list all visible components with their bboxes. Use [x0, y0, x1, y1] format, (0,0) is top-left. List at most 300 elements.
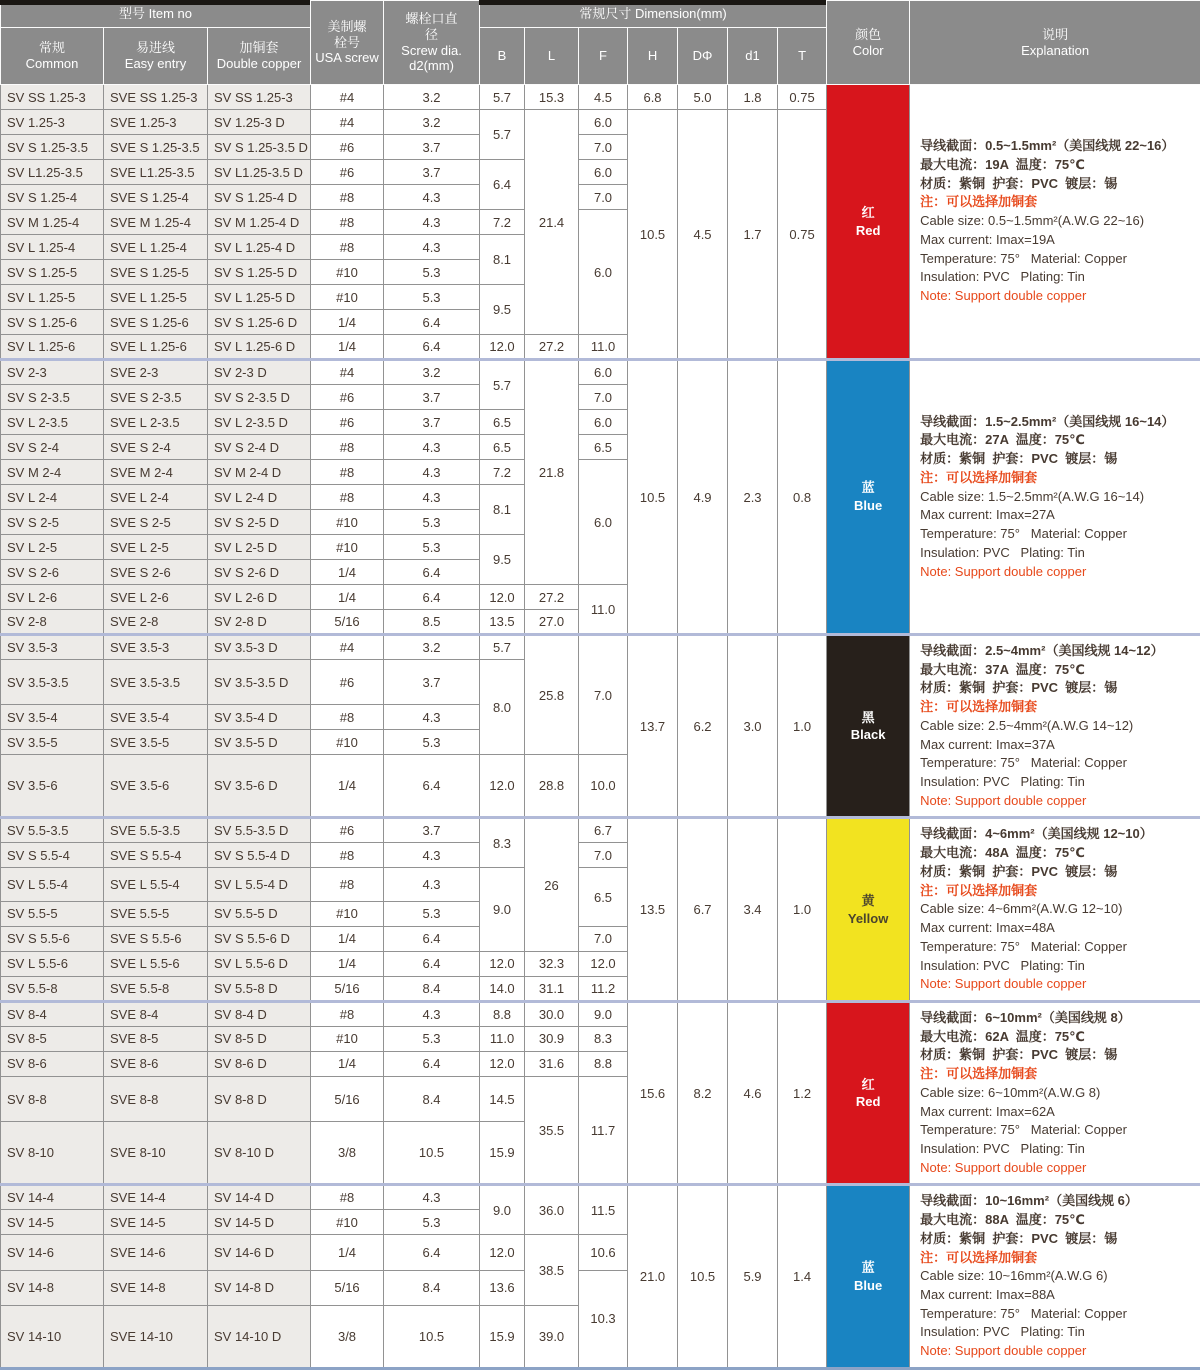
dim-F-cell: 6.0 [579, 360, 628, 385]
section-sv2 [1, 360, 1200, 635]
model-common-cell: SV 1.25-3 [1, 110, 104, 135]
screw-dia-cell: 3.2 [384, 110, 480, 135]
screw-dia-cell: 3.7 [384, 135, 480, 160]
usa-screw-cell: 1/4 [311, 560, 384, 585]
explanation-line-cn: 导线截面：0.5~1.5mm²（美国线规 22~16） [920, 137, 1190, 156]
screw-dia-cell: 4.3 [384, 868, 480, 901]
model-double-copper-cell: SV S 1.25-6 D [208, 310, 311, 335]
header-dim-d1: d1 [728, 28, 778, 85]
model-easy-entry-cell: SVE 8-5 [104, 1026, 208, 1051]
screw-dia-cell: 4.3 [384, 1185, 480, 1210]
model-common-cell: SV S 1.25-3.5 [1, 135, 104, 160]
usa-screw-cell: #8 [311, 210, 384, 235]
usa-screw-cell: #6 [311, 160, 384, 185]
dim-F-cell: 6.0 [579, 210, 628, 335]
model-double-copper-cell: SV 8-4 D [208, 1001, 311, 1026]
dim-F-cell: 11.0 [579, 585, 628, 635]
table-header [1, 1, 1200, 85]
dim-L-cell: 31.6 [525, 1051, 579, 1076]
explanation-note-en: Note: Support double copper [920, 792, 1190, 811]
header-usa-screw-en: USA screw [313, 50, 381, 66]
model-common-cell: SV 14-5 [1, 1210, 104, 1235]
top-edge-bar [0, 0, 310, 5]
model-double-copper-cell: SV S 2-4 D [208, 435, 311, 460]
usa-screw-cell: #4 [311, 635, 384, 660]
model-double-copper-cell: SV 3.5-3 D [208, 635, 311, 660]
usa-screw-cell: #4 [311, 85, 384, 110]
explanation-line-cn: 最大电流：27A 温度：75℃ [920, 431, 1190, 450]
color-swatch [827, 635, 910, 818]
explanation-line-en: Temperature: 75° Material: Copper [920, 525, 1190, 544]
color-name-cn: 红 [827, 204, 909, 222]
table-row [1, 1185, 1200, 1210]
screw-dia-cell: 4.3 [384, 210, 480, 235]
screw-dia-cell: 4.3 [384, 1001, 480, 1026]
model-double-copper-cell: SV 3.5-4 D [208, 705, 311, 730]
dim-F-cell: 6.0 [579, 460, 628, 585]
explanation-line-cn: 材质：紫铜 护套：PVC 镀层：锡 [920, 1230, 1190, 1249]
model-easy-entry-cell: SVE 14-4 [104, 1185, 208, 1210]
explanation-cell [910, 360, 1200, 635]
usa-screw-cell: #10 [311, 535, 384, 560]
dim-T-cell: 1.4 [778, 1185, 827, 1368]
header-double-copper-cn: 加铜套 [210, 40, 308, 56]
usa-screw-cell: #8 [311, 185, 384, 210]
explanation-line-cn: 材质：紫铜 护套：PVC 镀层：锡 [920, 450, 1190, 469]
screw-dia-cell: 8.4 [384, 1270, 480, 1305]
dim-F-cell: 12.0 [579, 951, 628, 976]
screw-dia-cell: 6.4 [384, 1235, 480, 1270]
dim-L-cell: 38.5 [525, 1235, 579, 1305]
model-easy-entry-cell: SVE L 1.25-5 [104, 285, 208, 310]
model-easy-entry-cell: SVE M 1.25-4 [104, 210, 208, 235]
section-sv5-5 [1, 818, 1200, 1001]
header-dim-L: L [525, 28, 579, 85]
model-double-copper-cell: SV S 1.25-4 D [208, 185, 311, 210]
usa-screw-cell: #6 [311, 410, 384, 435]
usa-screw-cell: 1/4 [311, 310, 384, 335]
model-double-copper-cell: SV L 1.25-5 D [208, 285, 311, 310]
color-swatch [827, 1185, 910, 1368]
screw-dia-cell: 5.3 [384, 260, 480, 285]
model-common-cell: SV L 1.25-6 [1, 335, 104, 360]
model-common-cell: SV L 1.25-5 [1, 285, 104, 310]
screw-dia-cell: 3.7 [384, 410, 480, 435]
explanation-line-en: Max current: Imax=19A [920, 231, 1190, 250]
dim-d1-cell: 1.8 [728, 85, 778, 110]
model-double-copper-cell: SV 8-8 D [208, 1076, 311, 1121]
model-common-cell: SV 3.5-3 [1, 635, 104, 660]
usa-screw-cell: #8 [311, 435, 384, 460]
dim-H-cell: 10.5 [628, 110, 678, 360]
header-screw-dia-en: Screw dia. d2(mm) [386, 43, 477, 75]
explanation-line-en: Max current: Imax=88A [920, 1286, 1190, 1305]
dim-B-cell: 8.0 [480, 660, 525, 755]
model-common-cell: SV 3.5-5 [1, 730, 104, 755]
dim-F-cell: 6.0 [579, 160, 628, 185]
screw-dia-cell: 3.2 [384, 635, 480, 660]
explanation-cell [910, 635, 1200, 818]
screw-dia-cell: 3.2 [384, 360, 480, 385]
header-dim-DPhi: DΦ [678, 28, 728, 85]
color-name-cn: 蓝 [827, 479, 909, 497]
screw-dia-cell: 5.3 [384, 510, 480, 535]
header-usa-screw [311, 1, 384, 85]
usa-screw-cell: #8 [311, 1185, 384, 1210]
explanation-line-en: Insulation: PVC Plating: Tin [920, 1140, 1190, 1159]
model-easy-entry-cell: SVE S 5.5-4 [104, 843, 208, 868]
dim-F-cell: 4.5 [579, 85, 628, 110]
explanation-line-en: Insulation: PVC Plating: Tin [920, 544, 1190, 563]
dim-B-cell: 9.0 [480, 1185, 525, 1235]
model-common-cell: SV S 2-6 [1, 560, 104, 585]
dim-F-cell: 7.0 [579, 843, 628, 868]
dim-F-cell: 6.5 [579, 435, 628, 460]
model-easy-entry-cell: SVE L1.25-3.5 [104, 160, 208, 185]
model-common-cell: SV M 2-4 [1, 460, 104, 485]
screw-dia-cell: 6.4 [384, 926, 480, 951]
model-easy-entry-cell: SVE L 1.25-4 [104, 235, 208, 260]
explanation-line-en: Cable size: 6~10mm²(A.W.G 8) [920, 1084, 1190, 1103]
explanation-line-en: Cable size: 1.5~2.5mm²(A.W.G 16~14) [920, 488, 1190, 507]
usa-screw-cell: 1/4 [311, 1235, 384, 1270]
dim-L-cell: 31.1 [525, 976, 579, 1001]
dim-L-cell: 27.2 [525, 335, 579, 360]
header-dim-H: H [628, 28, 678, 85]
model-easy-entry-cell: SVE L 1.25-6 [104, 335, 208, 360]
model-common-cell: SV S 1.25-4 [1, 185, 104, 210]
color-swatch [827, 360, 910, 635]
explanation-line-cn: 最大电流：62A 温度：75℃ [920, 1028, 1190, 1047]
explanation-line-cn: 导线截面：1.5~2.5mm²（美国线规 16~14） [920, 413, 1190, 432]
header-explanation-cn: 说明 [912, 27, 1198, 43]
usa-screw-cell: #4 [311, 360, 384, 385]
model-easy-entry-cell: SVE 8-6 [104, 1051, 208, 1076]
dim-F-cell: 11.0 [579, 335, 628, 360]
screw-dia-cell: 6.4 [384, 335, 480, 360]
dim-B-cell: 8.3 [480, 818, 525, 868]
model-common-cell: SV 14-6 [1, 1235, 104, 1270]
usa-screw-cell: #8 [311, 1001, 384, 1026]
usa-screw-cell: #10 [311, 285, 384, 310]
dim-F-cell: 7.0 [579, 926, 628, 951]
dim-B-cell: 8.1 [480, 485, 525, 535]
dim-L-cell: 32.3 [525, 951, 579, 976]
explanation-cell [910, 1185, 1200, 1368]
table-row [1, 360, 1200, 385]
model-common-cell: SV 14-4 [1, 1185, 104, 1210]
dim-F-cell: 6.5 [579, 868, 628, 926]
explanation-line-en: Max current: Imax=27A [920, 506, 1190, 525]
model-common-cell: SV 3.5-6 [1, 755, 104, 818]
dim-B-cell: 12.0 [480, 335, 525, 360]
dim-B-cell: 9.5 [480, 535, 525, 585]
explanation-line-en: Insulation: PVC Plating: Tin [920, 773, 1190, 792]
usa-screw-cell: #8 [311, 705, 384, 730]
explanation-line-cn: 最大电流：19A 温度：75℃ [920, 156, 1190, 175]
explanation-line-cn: 最大电流：37A 温度：75℃ [920, 661, 1190, 680]
model-easy-entry-cell: SVE S 2-3.5 [104, 385, 208, 410]
explanation-line-en: Insulation: PVC Plating: Tin [920, 957, 1190, 976]
screw-dia-cell: 6.4 [384, 755, 480, 818]
screw-dia-cell: 8.4 [384, 1076, 480, 1121]
dim-D-cell: 6.2 [678, 635, 728, 818]
usa-screw-cell: 1/4 [311, 585, 384, 610]
usa-screw-cell: #10 [311, 510, 384, 535]
section-sv14 [1, 1185, 1200, 1368]
dim-D-cell: 5.0 [678, 85, 728, 110]
dim-L-cell: 35.5 [525, 1076, 579, 1184]
dim-L-cell: 15.3 [525, 85, 579, 110]
explanation-note-cn: 注：可以选择加铜套 [920, 193, 1190, 212]
model-common-cell: SV 5.5-5 [1, 901, 104, 926]
dim-d1-cell: 2.3 [728, 360, 778, 635]
screw-dia-cell: 4.3 [384, 235, 480, 260]
usa-screw-cell: 5/16 [311, 1076, 384, 1121]
table-row [1, 1001, 1200, 1026]
usa-screw-cell: #10 [311, 1210, 384, 1235]
explanation-note-cn: 注：可以选择加铜套 [920, 469, 1190, 488]
model-easy-entry-cell: SVE S 1.25-4 [104, 185, 208, 210]
model-easy-entry-cell: SVE 3.5-6 [104, 755, 208, 818]
dim-L-cell: 21.8 [525, 360, 579, 585]
usa-screw-cell: 1/4 [311, 926, 384, 951]
explanation-cell [910, 1001, 1200, 1184]
dim-L-cell: 25.8 [525, 635, 579, 755]
usa-screw-cell: #8 [311, 868, 384, 901]
dim-L-cell: 28.8 [525, 755, 579, 818]
color-name-cn: 黄 [827, 892, 909, 910]
usa-screw-cell: #6 [311, 135, 384, 160]
screw-dia-cell: 6.4 [384, 1051, 480, 1076]
explanation-line-cn: 材质：紫铜 护套：PVC 镀层：锡 [920, 1046, 1190, 1065]
color-name-en: Black [827, 726, 909, 744]
explanation-line-cn: 导线截面：4~6mm²（美国线规 12~10） [920, 825, 1190, 844]
dim-B-cell: 5.7 [480, 635, 525, 660]
explanation-line-cn: 导线截面：2.5~4mm²（美国线规 14~12） [920, 642, 1190, 661]
model-double-copper-cell: SV 14-8 D [208, 1270, 311, 1305]
dim-H-cell: 10.5 [628, 360, 678, 635]
header-usa-screw-cn: 美制螺栓号 [324, 19, 370, 51]
model-common-cell: SV L 2-4 [1, 485, 104, 510]
model-common-cell: SV S 5.5-6 [1, 926, 104, 951]
model-easy-entry-cell: SVE S 2-6 [104, 560, 208, 585]
dim-T-cell: 1.0 [778, 635, 827, 818]
explanation-line-cn: 导线截面：10~16mm²（美国线规 6） [920, 1192, 1190, 1211]
dim-B-cell: 7.2 [480, 460, 525, 485]
dim-F-cell: 6.0 [579, 410, 628, 435]
model-easy-entry-cell: SVE L 2-3.5 [104, 410, 208, 435]
color-name-en: Yellow [827, 910, 909, 928]
color-name-en: Red [827, 222, 909, 240]
model-common-cell: SV L1.25-3.5 [1, 160, 104, 185]
model-common-cell: SV 8-4 [1, 1001, 104, 1026]
dim-H-cell: 13.5 [628, 818, 678, 1001]
dim-B-cell: 13.5 [480, 610, 525, 635]
usa-screw-cell: 1/4 [311, 335, 384, 360]
dim-F-cell: 9.0 [579, 1001, 628, 1026]
model-double-copper-cell: SV 14-4 D [208, 1185, 311, 1210]
dim-T-cell: 0.8 [778, 360, 827, 635]
dim-B-cell: 8.8 [480, 1001, 525, 1026]
header-screw-dia [384, 1, 480, 85]
usa-screw-cell: 3/8 [311, 1305, 384, 1368]
model-easy-entry-cell: SVE S 2-4 [104, 435, 208, 460]
color-name-en: Blue [827, 1277, 909, 1295]
explanation-line-cn: 最大电流：88A 温度：75℃ [920, 1211, 1190, 1230]
dim-d1-cell: 3.0 [728, 635, 778, 818]
header-dimension: 常规尺寸 Dimension(mm) [480, 1, 827, 28]
header-screw-dia-cn: 螺栓口直径 [402, 11, 462, 43]
color-name-cn: 红 [827, 1076, 909, 1094]
usa-screw-cell: 5/16 [311, 976, 384, 1001]
table-row [1, 85, 1200, 110]
usa-screw-cell: #10 [311, 730, 384, 755]
usa-screw-cell: 5/16 [311, 610, 384, 635]
model-common-cell: SV 8-8 [1, 1076, 104, 1121]
model-double-copper-cell: SV L 1.25-4 D [208, 235, 311, 260]
explanation-cell [910, 85, 1200, 360]
model-common-cell: SV 14-10 [1, 1305, 104, 1368]
model-double-copper-cell: SV 3.5-6 D [208, 755, 311, 818]
screw-dia-cell: 4.3 [384, 460, 480, 485]
explanation-note-cn: 注：可以选择加铜套 [920, 1065, 1190, 1084]
header-item-no: 型号 Item no [1, 1, 311, 28]
header-dim-T: T [778, 28, 827, 85]
dim-B-cell: 12.0 [480, 585, 525, 610]
header-common [1, 28, 104, 85]
explanation-note-cn: 注：可以选择加铜套 [920, 698, 1190, 717]
model-double-copper-cell: SV L 2-4 D [208, 485, 311, 510]
model-common-cell: SV L 2-5 [1, 535, 104, 560]
model-double-copper-cell: SV S 1.25-5 D [208, 260, 311, 285]
model-common-cell: SV 8-6 [1, 1051, 104, 1076]
dim-L-cell: 26 [525, 818, 579, 951]
model-double-copper-cell: SV 2-3 D [208, 360, 311, 385]
dim-D-cell: 6.7 [678, 818, 728, 1001]
usa-screw-cell: 5/16 [311, 1270, 384, 1305]
model-double-copper-cell: SV SS 1.25-3 [208, 85, 311, 110]
dim-F-cell: 11.5 [579, 1185, 628, 1235]
model-easy-entry-cell: SVE 3.5-3.5 [104, 660, 208, 705]
header-color-cn: 颜色 [829, 27, 907, 43]
screw-dia-cell: 8.5 [384, 610, 480, 635]
dim-T-cell: 0.75 [778, 85, 827, 110]
explanation-line-en: Insulation: PVC Plating: Tin [920, 268, 1190, 287]
dim-d1-cell: 4.6 [728, 1001, 778, 1184]
explanation-line-en: Cable size: 2.5~4mm²(A.W.G 14~12) [920, 717, 1190, 736]
model-double-copper-cell: SV 5.5-3.5 D [208, 818, 311, 843]
screw-dia-cell: 4.3 [384, 485, 480, 510]
usa-screw-cell: #10 [311, 901, 384, 926]
dim-F-cell: 7.0 [579, 135, 628, 160]
dim-B-cell: 6.5 [480, 410, 525, 435]
dim-T-cell: 0.75 [778, 110, 827, 360]
model-common-cell: SV 5.5-3.5 [1, 818, 104, 843]
dim-H-cell: 15.6 [628, 1001, 678, 1184]
dim-H-cell: 13.7 [628, 635, 678, 818]
model-common-cell: SV 2-3 [1, 360, 104, 385]
model-easy-entry-cell: SVE S 5.5-6 [104, 926, 208, 951]
color-name-cn: 蓝 [827, 1259, 909, 1277]
usa-screw-cell: 1/4 [311, 755, 384, 818]
dim-F-cell: 7.0 [579, 635, 628, 755]
model-common-cell: SV L 5.5-6 [1, 951, 104, 976]
dim-D-cell: 4.5 [678, 110, 728, 360]
screw-dia-cell: 5.3 [384, 1026, 480, 1051]
screw-dia-cell: 3.7 [384, 818, 480, 843]
dim-D-cell: 10.5 [678, 1185, 728, 1368]
header-double-copper [208, 28, 311, 85]
screw-dia-cell: 3.7 [384, 385, 480, 410]
explanation-line-en: Max current: Imax=62A [920, 1103, 1190, 1122]
explanation-line-cn: 材质：紫铜 护套：PVC 镀层：锡 [920, 175, 1190, 194]
screw-dia-cell: 8.4 [384, 976, 480, 1001]
model-easy-entry-cell: SVE 8-4 [104, 1001, 208, 1026]
model-common-cell: SV S 2-3.5 [1, 385, 104, 410]
dim-B-cell: 8.1 [480, 235, 525, 285]
usa-screw-cell: #8 [311, 485, 384, 510]
model-double-copper-cell: SV S 2-5 D [208, 510, 311, 535]
model-double-copper-cell: SV L 2-3.5 D [208, 410, 311, 435]
dim-B-cell: 6.4 [480, 160, 525, 210]
explanation-line-en: Cable size: 10~16mm²(A.W.G 6) [920, 1267, 1190, 1286]
explanation-line-en: Temperature: 75° Material: Copper [920, 754, 1190, 773]
model-common-cell: SV L 2-6 [1, 585, 104, 610]
model-easy-entry-cell: SVE L 2-4 [104, 485, 208, 510]
dim-F-cell: 8.3 [579, 1026, 628, 1051]
usa-screw-cell: #8 [311, 843, 384, 868]
color-swatch [827, 85, 910, 360]
model-double-copper-cell: SV 14-6 D [208, 1235, 311, 1270]
dim-d1-cell: 5.9 [728, 1185, 778, 1368]
dim-L-cell: 27.2 [525, 585, 579, 610]
model-common-cell: SV S 2-4 [1, 435, 104, 460]
model-common-cell: SV 5.5-8 [1, 976, 104, 1001]
explanation-line-en: Cable size: 0.5~1.5mm²(A.W.G 22~16) [920, 212, 1190, 231]
dim-L-cell: 36.0 [525, 1185, 579, 1235]
dim-F-cell: 11.7 [579, 1076, 628, 1184]
usa-screw-cell: #6 [311, 818, 384, 843]
header-easy-entry-en: Easy entry [106, 56, 205, 72]
model-double-copper-cell: SV 2-8 D [208, 610, 311, 635]
model-easy-entry-cell: SVE L 2-5 [104, 535, 208, 560]
model-double-copper-cell: SV 5.5-5 D [208, 901, 311, 926]
dim-F-cell: 11.2 [579, 976, 628, 1001]
usa-screw-cell: #8 [311, 460, 384, 485]
model-double-copper-cell: SV 5.5-8 D [208, 976, 311, 1001]
model-easy-entry-cell: SVE 8-10 [104, 1122, 208, 1185]
model-double-copper-cell: SV L 5.5-4 D [208, 868, 311, 901]
model-double-copper-cell: SV 3.5-5 D [208, 730, 311, 755]
header-common-en: Common [3, 56, 101, 72]
color-name-cn: 黑 [827, 709, 909, 727]
dim-L-cell: 30.0 [525, 1001, 579, 1026]
model-easy-entry-cell: SVE 2-8 [104, 610, 208, 635]
model-easy-entry-cell: SVE 3.5-5 [104, 730, 208, 755]
screw-dia-cell: 6.4 [384, 951, 480, 976]
model-easy-entry-cell: SVE L 5.5-6 [104, 951, 208, 976]
model-easy-entry-cell: SVE SS 1.25-3 [104, 85, 208, 110]
dim-B-cell: 15.9 [480, 1305, 525, 1368]
screw-dia-cell: 4.3 [384, 185, 480, 210]
model-easy-entry-cell: SVE 3.5-3 [104, 635, 208, 660]
dim-B-cell: 5.7 [480, 360, 525, 410]
explanation-line-en: Cable size: 4~6mm²(A.W.G 12~10) [920, 900, 1190, 919]
model-common-cell: SV 8-5 [1, 1026, 104, 1051]
dim-F-cell: 7.0 [579, 385, 628, 410]
model-double-copper-cell: SV M 1.25-4 D [208, 210, 311, 235]
